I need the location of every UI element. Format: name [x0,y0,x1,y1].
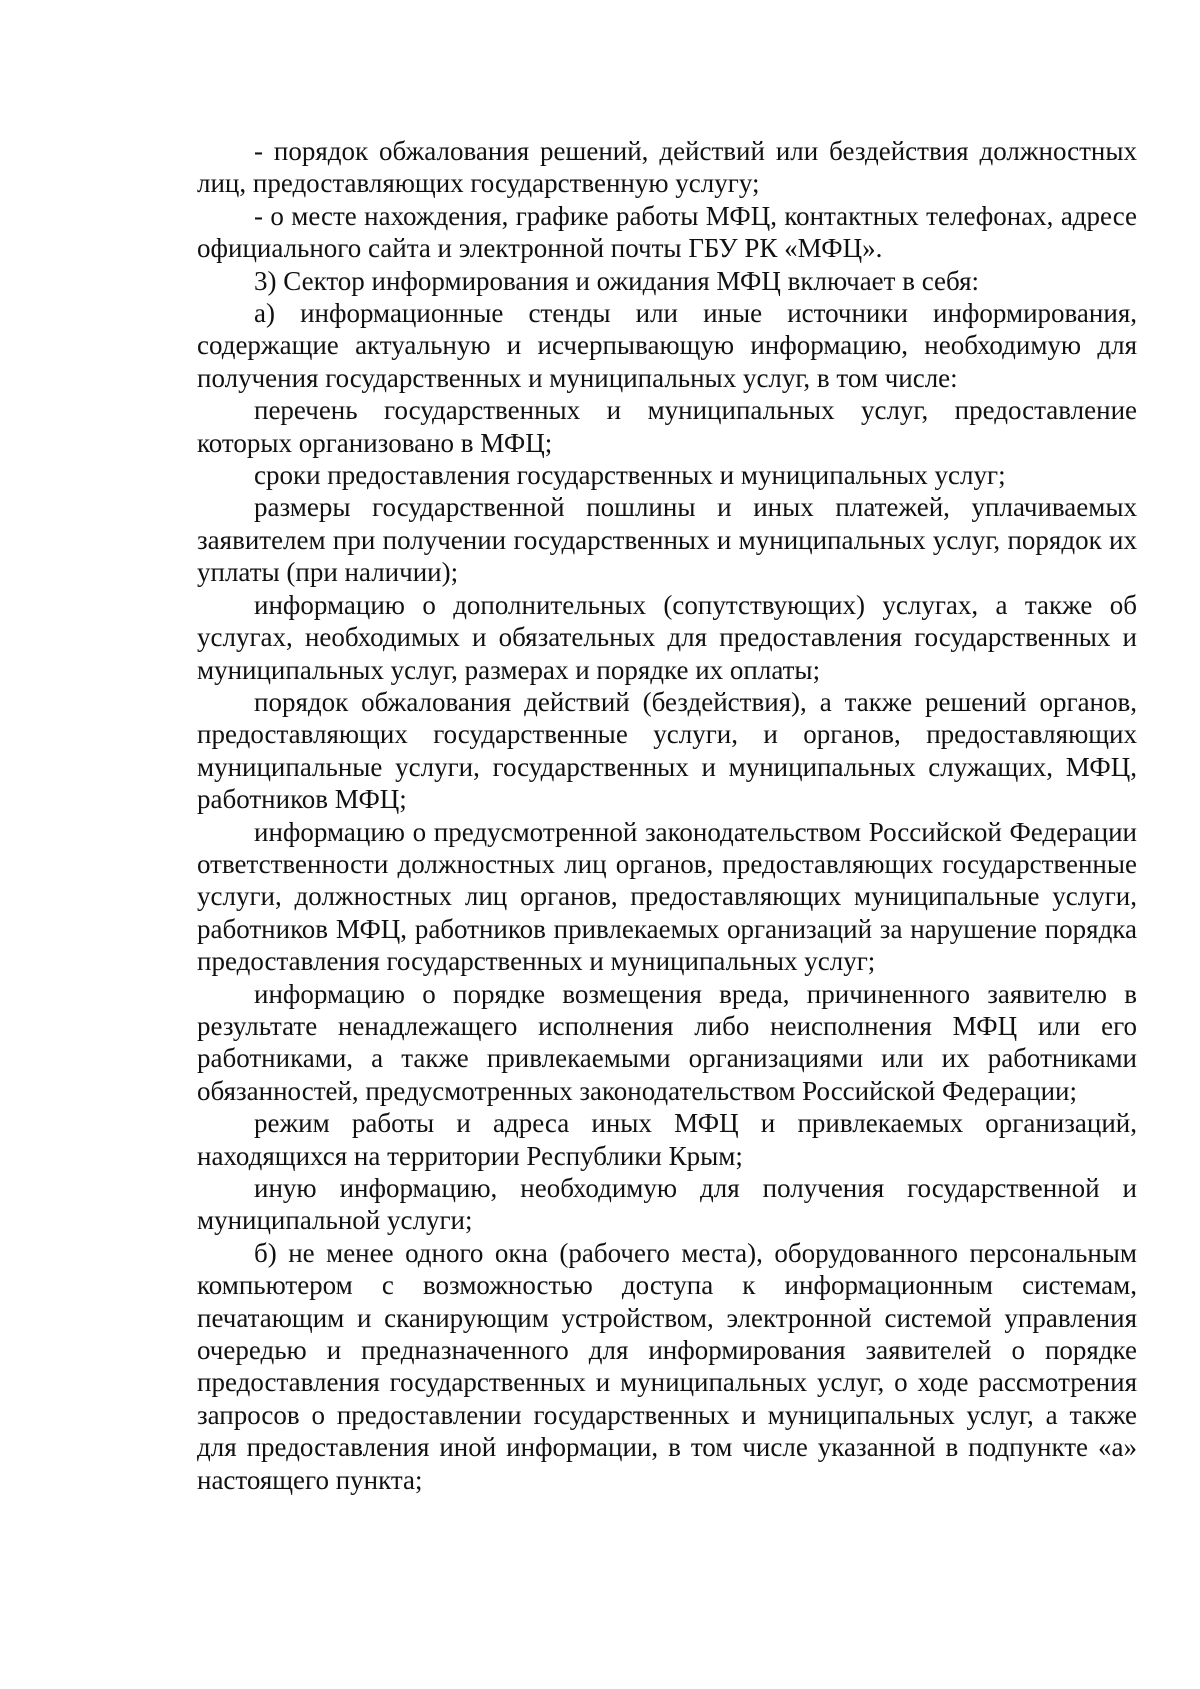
paragraph-other-info: иную информацию, необходимую для получения государственной и муниципальной услуги; [197,1173,1137,1236]
document-page [197,135,1137,1496]
paragraph-appeal-procedure: - порядок обжалования решений, действий или бездействия должностных лиц, предоставляющих государственную услугу; [197,136,1137,199]
paragraph-liability: информацию о предусмотренной законодательством Российской Федерации ответственности должностных лиц органов, предоставляющих государственные услуги, должностных лиц органов, предоставляющих муниципальные услуги, работников МФЦ, работников привлекаемых организаций за нарушение порядка предоставления государственных и муниципальных услуг; [197,816,1137,977]
paragraph-service-terms: сроки предоставления государственных и муниципальных услуг; [254,460,1006,491]
paragraph-damage-compensation: информацию о порядке возмещения вреда, причиненного заявителю в результате ненадлежащего исполнения либо неисполнения МФЦ или его работниками, а также привлекаемыми организациями или их работниками обязанностей, предусмотренных законодательством Российской Федерации; [197,978,1137,1106]
paragraph-appeal-actions: порядок обжалования действий (бездействия), а также решений органов, предоставляющих государственные услуги, и органов, предоставляющих муниципальные услуги, государственных и муниципальных служащих, МФЦ, работников МФЦ; [197,686,1137,815]
paragraph-services-list: перечень государственных и муниципальных услуг, предоставление которых организовано в МФЦ; [197,395,1137,458]
paragraph-mfc-location: - о месте нахождения, графике работы МФЦ, контактных телефонах, адресе официального сайта и электронной почты ГБУ РК «МФЦ». [197,200,1137,264]
paragraph-working-hours: режим работы и адреса иных МФЦ и привлекаемых организаций, находящихся на территории Республики Крым; [197,1108,1137,1171]
paragraph-service-window: б) не менее одного окна (рабочего места), оборудованного персональным компьютером с возможностью доступа к информационным системам, печатающим и сканирующим устройством, электронной системой управления очередью и предназначенного для информирования заявителей о порядке предоставления государственных и муниципальных услуг, о ходе рассмотрения запросов о предоставлении государственных и муниципальных услуг, а также для предоставления иной информации, в том числе указанной в подпункте «а» настоящего пункта; [197,1237,1137,1495]
paragraph-info-stands: а) информационные стенды или иные источники информирования, содержащие актуальную и исчерпывающую информацию, необходимую для получения государственных и муниципальных услуг, в том числе: [197,298,1137,393]
paragraph-info-sector: 3) Сектор информирования и ожидания МФЦ включает в себя: [254,265,979,296]
paragraph-fees: размеры государственной пошлины и иных платежей, уплачиваемых заявителем при получении государственных и муниципальных услуг, порядок их уплаты (при наличии); [197,492,1137,588]
paragraph-additional-services: информацию о дополнительных (сопутствующих) услугах, а также об услугах, необходимых и обязательных для предоставления государственных и муниципальных услуг, размерах и порядке их оплаты; [197,589,1137,685]
